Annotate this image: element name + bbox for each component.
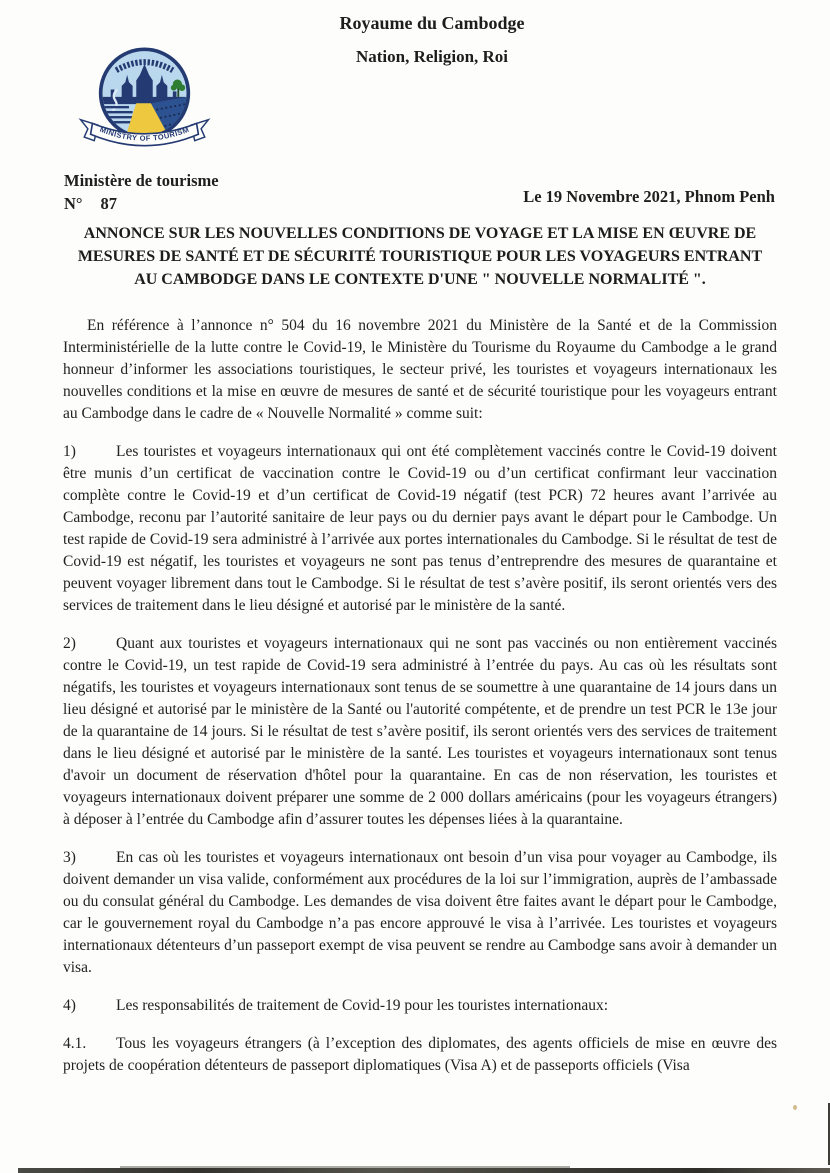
paragraph-4	[63, 995, 777, 1017]
document-title: ANNONCE SUR LES NOUVELLES CONDITIONS DE VOYAGE ET LA MISE EN ŒUVRE DE MESURES DE SANTÉ ET DE SÉCURITÉ TOURISTIQUE POUR LES VOYAGEURS ENTRANT AU CAMBODGE DANS LE CONTEXTE D'UNE " NOUVELLE NORMALITÉ ".	[77, 225, 763, 288]
document-number-value: 87	[100, 194, 118, 213]
paragraph-4-1	[63, 1033, 777, 1077]
item-number: 4.1.	[63, 1035, 87, 1052]
scan-artifact-bottom-shadow	[120, 1166, 570, 1168]
item-number: 3)	[63, 849, 76, 866]
scan-artifact-speck	[793, 1105, 797, 1110]
paragraph-2	[63, 633, 777, 831]
document-body	[63, 222, 777, 1093]
item-text: En cas où les touristes et voyageurs internationaux ont besoin d’un visa pour voyager au Cambodge, ils doivent demander un visa valide, conformément aux procédures de la loi sur l’immigration, auprès de l’ambassade ou du consulat général du Cambodge. Les demandes de visa doivent être faites avant le départ pour le Cambodge, car le gouvernement royal du Cambodge n’a pas encore approuvé le visa à l’arrivée. Les touristes et voyageurs internationaux détenteurs d’un passeport exempt de visa peuvent se rendre au Cambodge sans avoir à demander un visa.	[63, 849, 777, 976]
item-number: 1)	[63, 443, 76, 460]
paragraph-3	[63, 847, 777, 979]
item-number: 4)	[63, 997, 76, 1014]
ministry-name: Ministère de tourisme	[64, 171, 219, 190]
ministry-of-tourism-seal-icon	[76, 40, 213, 164]
item-text: Tous les voyageurs étrangers (à l’exception des diplomates, des agents officiels de mise en œuvre des projets de coopération détenteurs de passeport diplomatiques (Visa A) et de passeports officiels (Visa	[63, 1035, 777, 1074]
item-text: Quant aux touristes et voyageurs internationaux qui ne sont pas vaccinés ou non entièrement vaccinés contre le Covid-19, un test rapide de Covid-19 sera administré à l’entrée du pays. Au cas où les résultats sont négatifs, les touristes et voyageurs internationaux sont tenus de se soumettre à une quarantaine de 14 jours dans un lieu désigné et autorisé par le ministère de la Santé ou l'autorité compétente, et de prendre un test PCR le 13e jour de la quarantaine de 14 jours. Si le résultat de test s’avère positif, ils seront orientés vers des services de traitement dans le lieu désigné et autorisé par le ministère de la santé. Les touristes et voyageurs internationaux sont tenus d'avoir un document de réservation d'hôtel pour la quarantaine. En cas de non réservation, les touristes et voyageurs internationaux doivent préparer une somme de 2 000 dollars américains (pour les voyageurs étrangers) à déposer à l’entrée du Cambodge afin d’assurer toutes les dépenses liées à la quarantaine.	[63, 635, 777, 828]
document-number	[64, 194, 117, 214]
intro-paragraph: En référence à l’annonce n° 504 du 16 novembre 2021 du Ministère de la Santé et de la Commission Interministérielle de la lutte contre le Covid-19, le Ministère du Tourisme du Royaume du Cambodge a le grand honneur d’informer les associations touristiques, le secteur privé, les touristes et voyageurs internationaux les nouvelles conditions et la mise en œuvre de mesures de santé et de sécurité touristique pour les voyageurs entrant au Cambodge dans le cadre de « Nouvelle Normalité » comme suit:	[63, 317, 777, 422]
item-number: 2)	[63, 635, 76, 652]
document-number-label: N°	[64, 194, 83, 213]
paragraph-1	[63, 441, 777, 617]
motto-heading: Nation, Religion, Roi	[355, 47, 509, 66]
dateline: Le 19 Novembre 2021, Phnom Penh	[523, 187, 775, 206]
logo-banner-text: MINISTRY OF TOURISM	[98, 124, 191, 143]
seal-svg	[76, 40, 213, 161]
kingdom-heading: Royaume du Cambodge	[339, 13, 525, 33]
item-text: Les responsabilités de traitement de Covid-19 pour les touristes internationaux:	[116, 997, 609, 1014]
scan-artifact-bottom-edge	[18, 1168, 830, 1173]
item-text: Les touristes et voyageurs internationaux qui ont été complètement vaccinés contre le Covid-19 doivent être munis d’un certificat de vaccination contre le Covid-19 ou d’un certificat confirmant leur vaccination complète contre le Covid-19 et d’un certificat de Covid-19 négatif (test PCR) 72 heures avant l’arrivée au Cambodge, reconu par l’autorité sanitaire de leur pays ou du dernier pays avant le départ pour le Cambodge. Un test rapide de Covid-19 sera administré à l’arrivée aux portes internationales du Cambodge. Si le résultat de test de Covid-19 est négatif, les touristes et voyageurs ne sont pas tenus d’entreprendre des mesures de quarantaine et peuvent voyager librement dans tout le Cambodge. Si le résultat de test s’avère positif, ils seront orientés vers des services de traitement dans le lieu désigné et autorisé par le ministère de la santé.	[63, 443, 777, 614]
